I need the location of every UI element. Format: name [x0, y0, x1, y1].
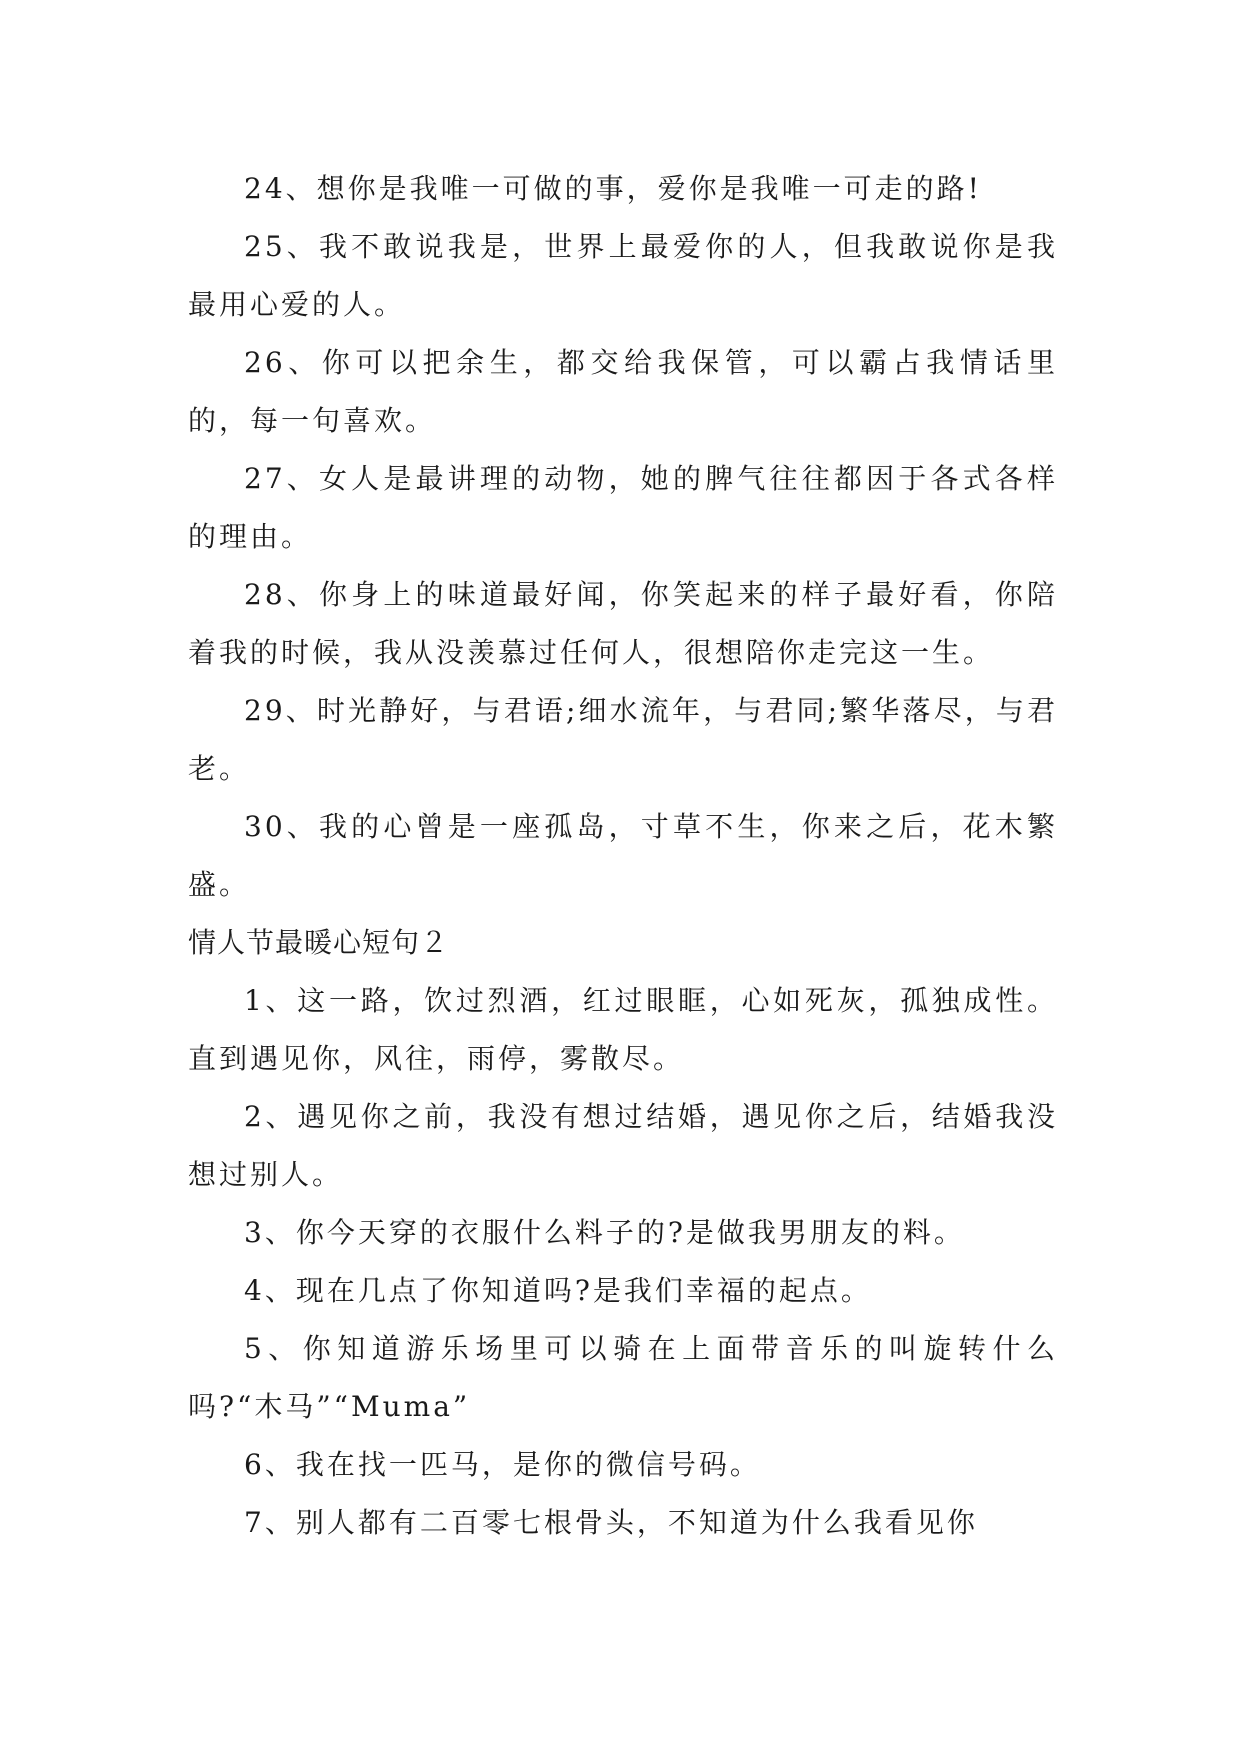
paragraph-2: 2、遇见你之前，我没有想过结婚，遇见你之后，结婚我没想过别人。 — [188, 1100, 1058, 1191]
paragraph-4: 4、现在几点了你知道吗?是我们幸福的起点。 — [244, 1274, 872, 1307]
paragraph-6: 6、我在找一匹马，是你的微信号码。 — [244, 1448, 761, 1481]
paragraph-7: 7、别人都有二百零七根骨头，不知道为什么我看见你 — [244, 1506, 978, 1539]
paragraph-25: 25、我不敢说我是，世界上最爱你的人，但我敢说你是我最用心爱的人。 — [188, 230, 1058, 321]
document-body — [188, 160, 1058, 1552]
paragraph-30: 30、我的心曾是一座孤岛，寸草不生，你来之后，花木繁盛。 — [188, 810, 1058, 901]
paragraph-27: 27、女人是最讲理的动物，她的脾气往往都因于各式各样的理由。 — [188, 462, 1058, 553]
paragraph-29: 29、时光静好，与君语;细水流年，与君同;繁华落尽，与君老。 — [188, 694, 1058, 785]
paragraph-1: 1、这一路，饮过烈酒，红过眼眶，心如死灰，孤独成性。直到遇见你，风往，雨停，雾散尽。 — [188, 984, 1058, 1075]
paragraph-24: 24、想你是我唯一可做的事，爱你是我唯一可走的路! — [244, 172, 982, 205]
paragraph-5: 5、你知道游乐场里可以骑在上面带音乐的叫旋转什么吗?“木马”“Muma” — [188, 1332, 1058, 1423]
section-heading: 情人节最暖心短句２ — [188, 926, 450, 959]
paragraph-28: 28、你身上的味道最好闻，你笑起来的样子最好看，你陪着我的时候，我从没羡慕过任何人，很想陪你走完这一生。 — [188, 578, 1058, 669]
paragraph-26: 26、你可以把余生，都交给我保管，可以霸占我情话里的，每一句喜欢。 — [188, 346, 1058, 437]
paragraph-3: 3、你今天穿的衣服什么料子的?是做我男朋友的料。 — [244, 1216, 965, 1249]
